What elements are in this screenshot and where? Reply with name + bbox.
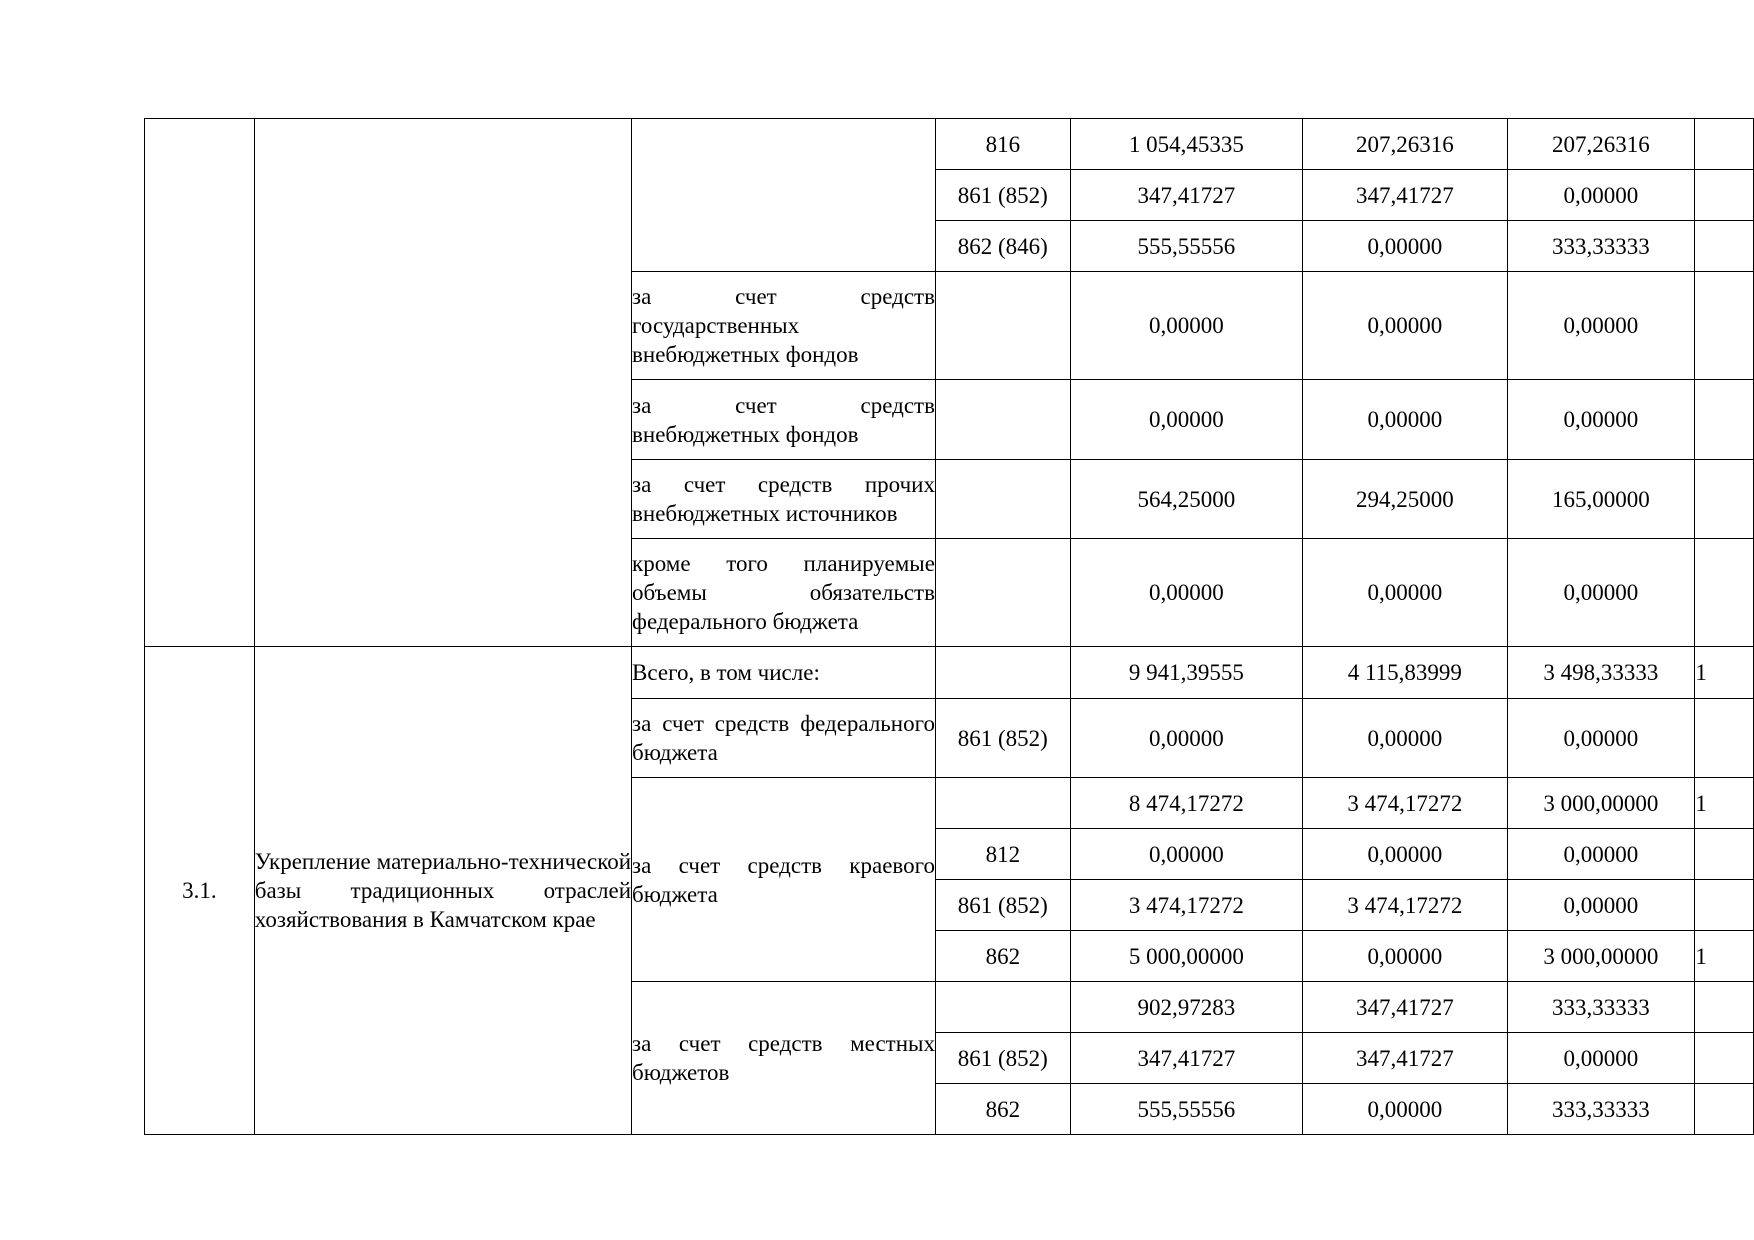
code-cell: 816	[935, 119, 1070, 170]
cut-cell	[1695, 539, 1754, 647]
total-cell: 0,00000	[1070, 699, 1303, 778]
year1-cell: 0,00000	[1303, 829, 1507, 880]
cut-cell	[1695, 221, 1754, 272]
year2-cell: 0,00000	[1507, 1033, 1695, 1084]
source-label-line: за счет средств	[632, 284, 935, 309]
year1-cell: 4 115,83999	[1303, 647, 1507, 699]
year2-cell: 207,26316	[1507, 119, 1695, 170]
total-cell: 8 474,17272	[1070, 778, 1303, 829]
year2-cell: 333,33333	[1507, 221, 1695, 272]
total-cell: 347,41727	[1070, 1033, 1303, 1084]
index-cell-empty	[145, 119, 255, 647]
total-cell: 9 941,39555	[1070, 647, 1303, 699]
year1-cell: 0,00000	[1303, 272, 1507, 380]
year1-cell: 3 474,17272	[1303, 880, 1507, 931]
source-label-cell	[632, 380, 936, 460]
total-cell: 347,41727	[1070, 170, 1303, 221]
total-cell: 555,55556	[1070, 1084, 1303, 1135]
federal-label-cell	[632, 699, 936, 778]
source-label-cell	[632, 272, 936, 380]
year2-cell: 0,00000	[1507, 272, 1695, 380]
year2-cell: 333,33333	[1507, 982, 1695, 1033]
cut-glyph: 1	[1695, 660, 1707, 685]
cut-cell	[1695, 380, 1754, 460]
cut-cell	[1695, 931, 1754, 982]
cut-glyph: 1	[1695, 943, 1707, 969]
year1-cell: 0,00000	[1303, 699, 1507, 778]
code-cell-empty	[935, 539, 1070, 647]
year1-cell: 207,26316	[1303, 119, 1507, 170]
total-label-cell: Всего, в том числе:	[632, 647, 936, 699]
cut-cell	[1695, 1084, 1754, 1135]
code-cell: 861 (852)	[935, 1033, 1070, 1084]
name-cell-empty	[254, 119, 631, 647]
cut-cell	[1695, 829, 1754, 880]
total-cell: 564,25000	[1070, 460, 1303, 539]
cut-cell	[1695, 778, 1754, 829]
cut-cell	[1695, 1033, 1754, 1084]
year1-cell: 0,00000	[1303, 1084, 1507, 1135]
year2-cell: 3 000,00000	[1507, 931, 1695, 982]
cut-cell	[1695, 699, 1754, 778]
code-cell: 861 (852)	[935, 170, 1070, 221]
cut-cell	[1695, 119, 1754, 170]
year1-cell: 0,00000	[1303, 380, 1507, 460]
cut-cell	[1695, 460, 1754, 539]
total-cell: 0,00000	[1070, 272, 1303, 380]
source-label-cell: за счет средств прочих внебюджетных источников	[632, 460, 936, 539]
year2-cell: 0,00000	[1507, 170, 1695, 221]
cut-cell	[1695, 982, 1754, 1033]
total-cell: 0,00000	[1070, 829, 1303, 880]
year2-cell: 0,00000	[1507, 380, 1695, 460]
code-cell-empty	[935, 647, 1070, 699]
cut-cell	[1695, 647, 1754, 699]
year2-cell: 3 000,00000	[1507, 778, 1695, 829]
regional-label-cell: за счет средств краевого бюджета	[632, 778, 936, 982]
total-cell: 902,97283	[1070, 982, 1303, 1033]
code-cell-empty	[935, 380, 1070, 460]
total-cell: 3 474,17272	[1070, 880, 1303, 931]
year2-cell: 0,00000	[1507, 829, 1695, 880]
section-name: Укрепление материально-технической базы традиционных отраслей хозяйствования в Камчатском крае	[254, 647, 631, 1135]
section-number: 3.1.	[145, 647, 255, 1135]
local-label-cell: за счет средств местных бюджетов	[632, 982, 936, 1135]
year2-cell: 165,00000	[1507, 460, 1695, 539]
cut-cell	[1695, 170, 1754, 221]
total-cell: 0,00000	[1070, 380, 1303, 460]
cut-glyph: 1	[1695, 790, 1707, 816]
year1-cell: 3 474,17272	[1303, 778, 1507, 829]
source-label-rest: внебюджетных фондов	[632, 421, 859, 447]
code-cell: 862 (846)	[935, 221, 1070, 272]
source-label-rest: государственных внебюджетных фондов	[632, 313, 859, 367]
table-row	[145, 119, 1754, 170]
source-label-cell: кроме того планируемые объемы обязательств федерального бюджета	[632, 539, 936, 647]
code-cell: 861 (852)	[935, 880, 1070, 931]
section-total-row	[145, 647, 1754, 699]
code-cell	[935, 778, 1070, 829]
year2-cell: 3 498,33333	[1507, 647, 1695, 699]
year2-cell: 0,00000	[1507, 539, 1695, 647]
year2-cell: 0,00000	[1507, 880, 1695, 931]
year1-cell: 0,00000	[1303, 221, 1507, 272]
year1-cell: 0,00000	[1303, 539, 1507, 647]
total-cell: 555,55556	[1070, 221, 1303, 272]
year1-cell: 294,25000	[1303, 460, 1507, 539]
year2-cell: 333,33333	[1507, 1084, 1695, 1135]
total-cell: 5 000,00000	[1070, 931, 1303, 982]
year1-cell: 0,00000	[1303, 931, 1507, 982]
source-cell-empty	[632, 119, 936, 272]
year2-cell: 0,00000	[1507, 699, 1695, 778]
source-label-line: за счет средств	[632, 392, 935, 418]
code-cell: 861 (852)	[935, 699, 1070, 778]
code-cell: 812	[935, 829, 1070, 880]
total-cell: 0,00000	[1070, 539, 1303, 647]
budget-table	[144, 118, 1754, 1135]
year1-cell: 347,41727	[1303, 1033, 1507, 1084]
cut-cell	[1695, 880, 1754, 931]
code-cell-empty	[935, 272, 1070, 380]
cut-cell	[1695, 272, 1754, 380]
total-cell: 1 054,45335	[1070, 119, 1303, 170]
year1-cell: 347,41727	[1303, 982, 1507, 1033]
code-cell: 862	[935, 931, 1070, 982]
federal-label: за счет средств федерального бюджета	[632, 711, 935, 765]
code-cell-empty	[935, 460, 1070, 539]
year1-cell: 347,41727	[1303, 170, 1507, 221]
code-cell: 862	[935, 1084, 1070, 1135]
code-cell	[935, 982, 1070, 1033]
